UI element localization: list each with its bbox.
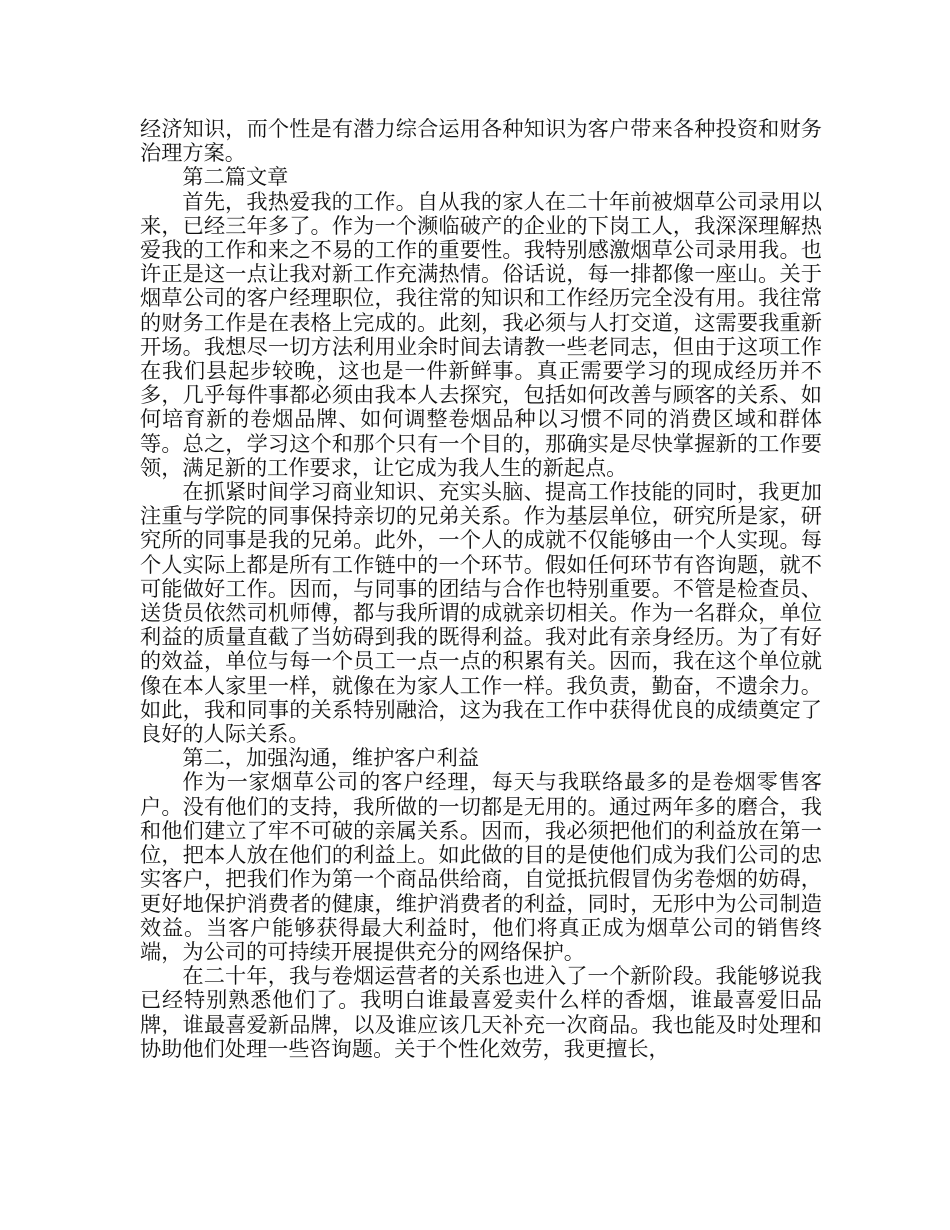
paragraph-customer-interests: 作为一家烟草公司的客户经理，每天与我联络最多的是卷烟零售客户。没有他们的支持，我所做的一切都是无用的。通过两年多的磨合，我和他们建立了牢不可破的亲属关系。因而，我必须把他们的利益放在第一位，把本人放在他们的利益上。如此做的目的是使他们成为我们公司的忠实客户，把我们作为第一个商品供给商，自觉抵抗假冒伪劣卷烟的妨碍，更好地保护消费者的健康，维护消费者的利益，同时，无形中为公司制造效益。当客户能够获得最大利益时，他们将真正成为烟草公司的销售终端，为公司的可持续开展提供充分的网络保护。 — [140, 769, 822, 964]
document-body — [140, 117, 822, 1061]
paragraph-colleague-relations: 在抓紧时间学习商业知识、充实头脑、提高工作技能的同时，我更加注重与学院的同事保持亲切的兄弟关系。作为基层单位，研究所是家，研究所的同事是我的兄弟。此外，一个人的成就不仅能够由一个人实现。每个人实际上都是所有工作链中的一个环节。假如任何环节有咨询题，就不可能做好工作。因而，与同事的团结与合作也特别重要。不管是检查员、送货员依然司机师傅，都与我所谓的成就亲切相关。作为一名群众，单位利益的质量直截了当妨碍到我的既得利益。我对此有亲身经历。为了有好的效益，单位与每一个员工一点一点的积累有关。因而，我在这个单位就像在本人家里一样，就像在为家人工作一样。我负责，勤奋，不遗余力。如此，我和同事的关系特别融洽，这为我在工作中获得优良的成绩奠定了良好的人际关系。 — [140, 479, 822, 747]
paragraph-continuation: 经济知识，而个性是有潜力综合运用各种知识为客户带来各种投资和财务治理方案。 — [140, 116, 822, 166]
section-heading-second-article: 第二篇文章 — [182, 164, 289, 190]
paragraph-new-stage: 在二十年，我与卷烟运营者的关系也进入了一个新阶段。我能够说我已经特别熟悉他们了。我明白谁最喜爱卖什么样的香烟，谁最喜爱旧品牌，谁最喜爱新品牌，以及谁应该几天补充一次商品。我也能及时处理和协助他们处理一些咨询题。关于个性化效劳，我更擅长， — [140, 963, 822, 1061]
paragraph-love-of-work: 首先，我热爱我的工作。自从我的家人在二十年前被烟草公司录用以来，已经三年多了。作为一个濒临破产的企业的下岗工人，我深深理解热爱我的工作和来之不易的工作的重要性。我特别感激烟草公司录用我。也许正是这一点让我对新工作充满热情。俗话说，每一排都像一座山。关于烟草公司的客户经理职位，我往常的知识和工作经历完全没有用。我往常的财务工作是在表格上完成的。此刻，我必须与人打交道，这需要我重新开场。我想尽一切方法利用业余时间去请教一些老同志，但由于这项工作在我们县起步较晚，这也是一件新鲜事。真正需要学习的现成经历并不多，几乎每件事都必须由我本人去探究，包括如何改善与顾客的关系、如何培育新的卷烟品牌、如何调整卷烟品种以习惯不同的消费区域和群体等。总之，学习这个和那个只有一个目的，那确实是尽快掌握新的工作要领，满足新的工作要求，让它成为我人生的新起点。 — [140, 188, 822, 480]
section-heading-communication: 第二，加强沟通，维护客户利益 — [182, 745, 480, 771]
